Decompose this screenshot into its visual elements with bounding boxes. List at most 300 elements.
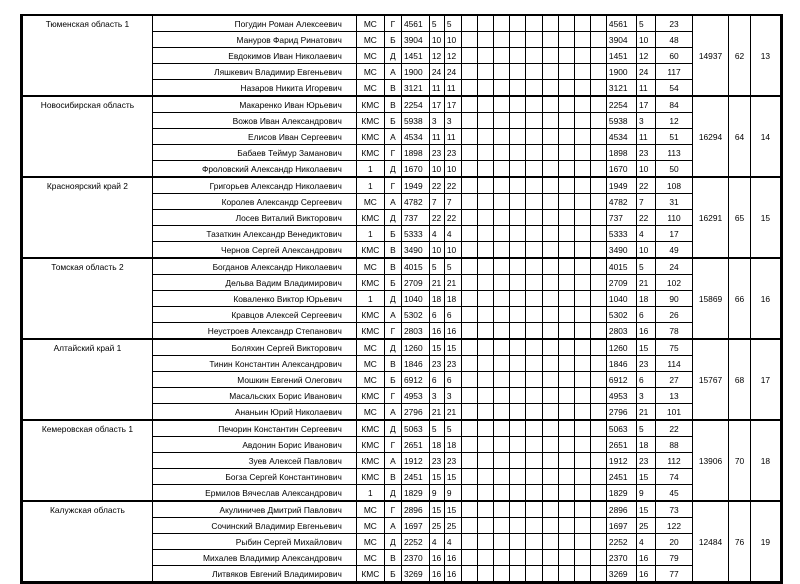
empty-cell [526,210,542,226]
points-2: 2709 [606,275,636,291]
empty-cell [494,242,510,259]
points: 1949 [401,177,429,194]
empty-cell [574,96,590,113]
empty-cell [462,258,478,275]
place-a: 15 [429,501,444,518]
empty-cell [510,258,526,275]
athlete-row [23,177,781,194]
place-b: 22 [444,177,461,194]
stage-letter: Б [384,275,401,291]
points: 2252 [401,534,429,550]
stage-letter: В [384,550,401,566]
points-2: 1846 [606,356,636,372]
empty-cell [590,113,606,129]
team-rank: 17 [750,339,780,420]
empty-cell [526,194,542,210]
qualification: 1 [356,485,384,502]
empty-cell [494,518,510,534]
empty-cell [526,550,542,566]
score: 88 [656,437,693,453]
empty-cell [478,518,494,534]
points: 4534 [401,129,429,145]
qualification: КМС [356,275,384,291]
place-b: 15 [444,501,461,518]
empty-cell [462,485,478,502]
score: 24 [656,258,693,275]
athlete-name: Григорьев Александр Николаевич [152,177,356,194]
empty-cell [478,339,494,356]
empty-cell [542,388,558,404]
empty-cell [510,16,526,32]
score: 54 [656,80,693,97]
team-total: 15869 [692,258,729,339]
empty-cell [542,356,558,372]
place-c: 23 [636,453,655,469]
region-name: Алтайский край 1 [23,339,153,420]
empty-cell [574,177,590,194]
empty-cell [462,32,478,48]
empty-cell [574,550,590,566]
place-b: 6 [444,372,461,388]
empty-cell [510,32,526,48]
results-sheet [20,14,783,584]
empty-cell [462,16,478,32]
points: 1451 [401,48,429,64]
empty-cell [526,32,542,48]
empty-cell [510,469,526,485]
empty-cell [574,145,590,161]
place-a: 23 [429,453,444,469]
athlete-name: Лосев Виталий Викторович [152,210,356,226]
qualification: 1 [356,226,384,242]
place-c: 12 [636,48,655,64]
score: 78 [656,323,693,340]
empty-cell [462,437,478,453]
points-2: 1949 [606,177,636,194]
qualification: 1 [356,177,384,194]
empty-cell [542,32,558,48]
team-rank: 13 [750,16,780,96]
place-a: 4 [429,534,444,550]
place-a: 17 [429,96,444,113]
place-c: 22 [636,177,655,194]
team-place: 64 [729,96,750,177]
stage-letter: Г [384,145,401,161]
points-2: 1697 [606,518,636,534]
athlete-name: Рыбин Сергей Михайлович [152,534,356,550]
empty-cell [510,485,526,502]
empty-cell [462,404,478,421]
athlete-name: Михалев Владимир Александрович [152,550,356,566]
empty-cell [526,388,542,404]
score: 31 [656,194,693,210]
empty-cell [574,566,590,582]
empty-cell [510,242,526,259]
empty-cell [462,177,478,194]
empty-cell [558,469,574,485]
empty-cell [510,372,526,388]
score: 75 [656,339,693,356]
empty-cell [590,291,606,307]
empty-cell [574,323,590,340]
place-c: 21 [636,275,655,291]
empty-cell [478,356,494,372]
points: 2451 [401,469,429,485]
empty-cell [574,534,590,550]
place-a: 4 [429,226,444,242]
empty-cell [590,275,606,291]
region-name: Красноярский край 2 [23,177,153,258]
empty-cell [574,129,590,145]
points: 3269 [401,566,429,582]
empty-cell [494,96,510,113]
empty-cell [558,80,574,97]
place-c: 23 [636,356,655,372]
place-a: 18 [429,291,444,307]
empty-cell [510,48,526,64]
empty-cell [462,210,478,226]
team-rank: 15 [750,177,780,258]
place-a: 10 [429,242,444,259]
empty-cell [462,339,478,356]
place-c: 22 [636,210,655,226]
athlete-name: Богданов Александр Николаевич [152,258,356,275]
empty-cell [542,275,558,291]
stage-letter: А [384,64,401,80]
points: 5063 [401,420,429,437]
empty-cell [462,129,478,145]
place-b: 25 [444,518,461,534]
score: 108 [656,177,693,194]
empty-cell [574,501,590,518]
qualification: КМС [356,145,384,161]
stage-letter: Д [384,339,401,356]
empty-cell [478,113,494,129]
empty-cell [574,437,590,453]
points: 4782 [401,194,429,210]
stage-letter: Б [384,32,401,48]
place-a: 23 [429,356,444,372]
team-total: 12484 [692,501,729,582]
place-b: 10 [444,242,461,259]
stage-letter: Б [384,372,401,388]
empty-cell [542,96,558,113]
empty-cell [478,32,494,48]
empty-cell [494,437,510,453]
empty-cell [590,16,606,32]
qualification: КМС [356,323,384,340]
team-rank: 19 [750,501,780,582]
empty-cell [526,307,542,323]
qualification: 1 [356,291,384,307]
empty-cell [558,323,574,340]
empty-cell [558,501,574,518]
empty-cell [542,469,558,485]
team-place: 66 [729,258,750,339]
athlete-name: Неустроев Александр Степанович [152,323,356,340]
empty-cell [510,226,526,242]
place-a: 25 [429,518,444,534]
empty-cell [542,48,558,64]
empty-cell [526,145,542,161]
points: 2651 [401,437,429,453]
empty-cell [574,388,590,404]
empty-cell [558,48,574,64]
empty-cell [510,210,526,226]
empty-cell [542,113,558,129]
points-2: 4534 [606,129,636,145]
place-b: 23 [444,356,461,372]
athlete-name: Вожов Иван Александрович [152,113,356,129]
stage-letter: А [384,194,401,210]
athlete-name: Фроловский Александр Николаевич [152,161,356,178]
athlete-name: Королев Александр Сергеевич [152,194,356,210]
points-2: 5938 [606,113,636,129]
empty-cell [526,485,542,502]
place-a: 15 [429,469,444,485]
place-c: 18 [636,437,655,453]
place-b: 11 [444,80,461,97]
empty-cell [494,210,510,226]
place-c: 3 [636,113,655,129]
place-a: 5 [429,258,444,275]
points-2: 5063 [606,420,636,437]
stage-letter: А [384,404,401,421]
empty-cell [510,453,526,469]
score: 102 [656,275,693,291]
empty-cell [494,388,510,404]
empty-cell [542,145,558,161]
empty-cell [494,177,510,194]
empty-cell [494,372,510,388]
empty-cell [542,194,558,210]
athlete-name: Сочинский Владимир Евгеньевич [152,518,356,534]
empty-cell [494,258,510,275]
empty-cell [462,48,478,64]
empty-cell [558,550,574,566]
place-b: 12 [444,48,461,64]
athlete-name: Евдокимов Иван Николаевич [152,48,356,64]
empty-cell [494,80,510,97]
qualification: МС [356,194,384,210]
place-a: 21 [429,404,444,421]
points: 5938 [401,113,429,129]
points-2: 4953 [606,388,636,404]
empty-cell [590,485,606,502]
place-c: 11 [636,129,655,145]
athlete-name: Тинин Константин Александрович [152,356,356,372]
place-b: 21 [444,275,461,291]
athlete-row [23,258,781,275]
empty-cell [558,404,574,421]
place-b: 10 [444,32,461,48]
empty-cell [462,194,478,210]
empty-cell [526,501,542,518]
score: 17 [656,226,693,242]
empty-cell [526,226,542,242]
points: 6912 [401,372,429,388]
empty-cell [574,420,590,437]
empty-cell [590,404,606,421]
score: 49 [656,242,693,259]
points: 5302 [401,307,429,323]
empty-cell [590,194,606,210]
empty-cell [510,550,526,566]
athlete-name: Литвяков Евгений Владимирович [152,566,356,582]
empty-cell [558,226,574,242]
empty-cell [510,161,526,178]
points: 1898 [401,145,429,161]
empty-cell [462,356,478,372]
empty-cell [478,566,494,582]
empty-cell [462,113,478,129]
points: 3904 [401,32,429,48]
place-a: 22 [429,210,444,226]
empty-cell [462,145,478,161]
empty-cell [590,96,606,113]
empty-cell [558,96,574,113]
empty-cell [510,177,526,194]
empty-cell [558,356,574,372]
empty-cell [574,64,590,80]
empty-cell [494,16,510,32]
place-a: 23 [429,145,444,161]
empty-cell [558,485,574,502]
stage-letter: Г [384,323,401,340]
empty-cell [462,80,478,97]
place-c: 4 [636,534,655,550]
score: 13 [656,388,693,404]
empty-cell [462,566,478,582]
stage-letter: Г [384,388,401,404]
empty-cell [510,64,526,80]
empty-cell [574,161,590,178]
place-b: 3 [444,113,461,129]
place-c: 16 [636,550,655,566]
score: 20 [656,534,693,550]
place-c: 23 [636,145,655,161]
place-b: 9 [444,485,461,502]
empty-cell [510,356,526,372]
empty-cell [590,469,606,485]
empty-cell [590,226,606,242]
empty-cell [478,404,494,421]
empty-cell [590,437,606,453]
empty-cell [558,242,574,259]
score: 90 [656,291,693,307]
team-place: 70 [729,420,750,501]
empty-cell [494,323,510,340]
points: 1260 [401,339,429,356]
score: 60 [656,48,693,64]
empty-cell [526,356,542,372]
empty-cell [590,258,606,275]
results-body [23,16,781,582]
points: 4561 [401,16,429,32]
place-c: 17 [636,96,655,113]
empty-cell [526,420,542,437]
empty-cell [462,453,478,469]
empty-cell [590,161,606,178]
empty-cell [542,518,558,534]
stage-letter: В [384,356,401,372]
score: 122 [656,518,693,534]
stage-letter: Д [384,291,401,307]
stage-letter: А [384,307,401,323]
empty-cell [590,177,606,194]
empty-cell [542,550,558,566]
empty-cell [558,16,574,32]
athlete-name: Коваленко Виктор Юрьевич [152,291,356,307]
qualification: МС [356,80,384,97]
empty-cell [590,145,606,161]
place-c: 25 [636,518,655,534]
empty-cell [510,275,526,291]
empty-cell [558,518,574,534]
points-2: 1900 [606,64,636,80]
empty-cell [558,258,574,275]
empty-cell [462,550,478,566]
stage-letter: Г [384,437,401,453]
athlete-name: Мануров Фарид Ринатович [152,32,356,48]
empty-cell [590,242,606,259]
empty-cell [558,161,574,178]
empty-cell [462,372,478,388]
team-total: 15767 [692,339,729,420]
empty-cell [494,485,510,502]
empty-cell [558,129,574,145]
empty-cell [590,550,606,566]
place-a: 6 [429,307,444,323]
empty-cell [478,291,494,307]
empty-cell [462,226,478,242]
empty-cell [494,339,510,356]
place-c: 6 [636,307,655,323]
stage-letter: А [384,518,401,534]
empty-cell [526,518,542,534]
athlete-name: Зуев Алексей Павлович [152,453,356,469]
qualification: МС [356,501,384,518]
empty-cell [526,16,542,32]
place-a: 21 [429,275,444,291]
points: 1670 [401,161,429,178]
empty-cell [574,275,590,291]
empty-cell [478,80,494,97]
region-name: Тюменская область 1 [23,16,153,96]
place-a: 3 [429,388,444,404]
qualification: МС [356,518,384,534]
empty-cell [542,534,558,550]
score: 79 [656,550,693,566]
empty-cell [574,16,590,32]
qualification: МС [356,534,384,550]
empty-cell [494,291,510,307]
empty-cell [526,372,542,388]
points-2: 1040 [606,291,636,307]
qualification: 1 [356,161,384,178]
stage-letter: В [384,242,401,259]
points-2: 5333 [606,226,636,242]
qualification: МС [356,32,384,48]
empty-cell [478,129,494,145]
empty-cell [574,404,590,421]
qualification: КМС [356,129,384,145]
empty-cell [526,161,542,178]
place-c: 16 [636,323,655,340]
empty-cell [526,258,542,275]
score: 26 [656,307,693,323]
empty-cell [510,113,526,129]
